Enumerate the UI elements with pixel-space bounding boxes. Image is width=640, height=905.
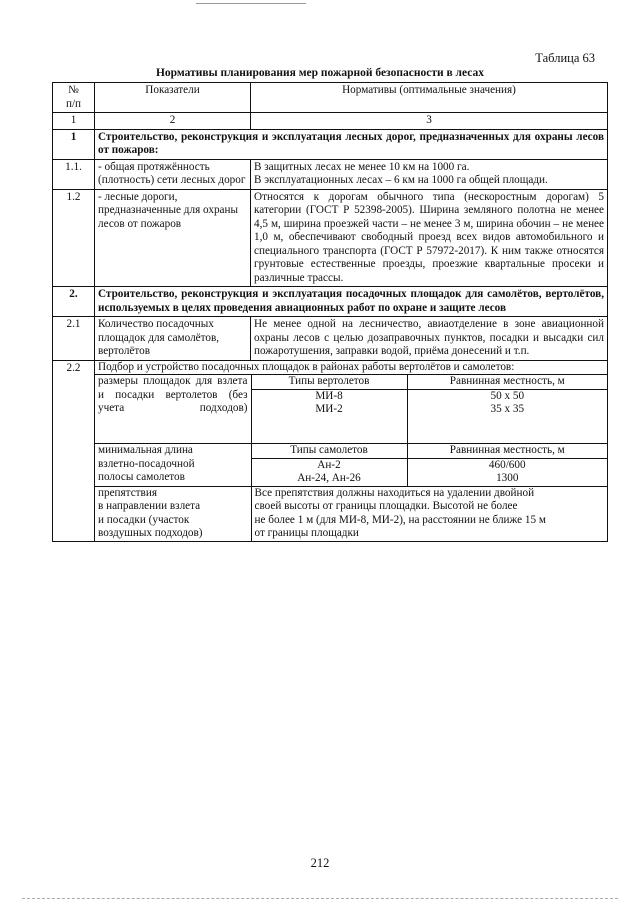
helicopter-type: МИ-8 — [251, 389, 407, 403]
obstacles-norm: Все препятствия должны находиться на удалении двойной своей высоты от границы площадки. Высотой не более не более 1 м (для МИ-8, МИ-2), на расстоянии не ближе 15 м от границы площадки — [251, 486, 607, 541]
row-2-2 — [53, 360, 608, 541]
row-1-1-number: 1.1. — [53, 159, 95, 189]
helicopter-area-header: Равнинная местность, м — [407, 375, 607, 390]
row-2-2-number: 2.2 — [53, 360, 95, 541]
plane-area-header: Равнинная местность, м — [407, 444, 607, 459]
helicopter-pads-indicator: размеры площадок для взлета и посадки вертолетов (без учета подходов) — [98, 375, 248, 414]
row-1-1 — [53, 159, 608, 189]
section-2-title: Строительство, реконструкция и эксплуатация посадочных площадок для самолётов, вертолётов, используемых в целях проведения авиационных работ по охране и защите лесов — [95, 287, 608, 317]
row-2-1-indicator: Количество посадочных площадок для самолётов, вертолётов — [95, 317, 251, 361]
column-number-row — [53, 113, 608, 130]
table-title: Нормативы планирования мер пожарной безопасности в лесах — [155, 67, 484, 79]
page-number: 212 — [310, 856, 330, 870]
helicopter-type: МИ-2 — [251, 403, 407, 444]
col-norms-header: Нормативы (оптимальные значения) — [251, 83, 608, 113]
runway-length-indicator: минимальная длина взлетно-посадочной полосы самолетов — [95, 444, 251, 487]
plane-type: Ан-24, Ан-26 — [251, 472, 407, 486]
section-1-number: 1 — [53, 129, 95, 159]
row-1-2-norm: Относятся к дорогам обычного типа (нескоростным дорогам) 5 категории (ГОСТ Р 52398-2005). Ширина земляного полотна не менее 4,5 м, ширина проезжей части – не менее 3 м, ширина обочин – не менее 1,0 м, обеспечивают свободный проезд всех видов автомобильного и специального транспорта (ГОСТ Р 57972-2017). К ним также относятся грунтовые естественные проезды, проезжие квартальные просеки и различные трассы. — [251, 189, 608, 287]
row-1-1-norm: В защитных лесах не менее 10 км на 1000 га. В эксплуатационных лесах – 6 км на 1000 га общей площади. — [251, 159, 608, 189]
norms-table — [52, 82, 608, 542]
helicopter-pad-size: 50 х 50 — [407, 389, 607, 403]
col-indicators-header: Показатели — [95, 83, 251, 113]
col-number-3: 3 — [251, 113, 608, 130]
plane-type: Ан-2 — [251, 458, 407, 472]
row-2-1 — [53, 317, 608, 361]
runway-length: 460/600 — [407, 458, 607, 472]
row-1-2 — [53, 189, 608, 287]
section-1-title: Строительство, реконструкция и эксплуатация лесных дорог, предназначенных для охраны лесов от пожаров: — [95, 129, 608, 159]
row-2-2-intro: Подбор и устройство посадочных площадок в районах работы вертолётов и самолетов: — [95, 361, 607, 375]
row-1-2-number: 1.2 — [53, 189, 95, 287]
helicopter-pad-size: 35 х 35 — [407, 403, 607, 444]
section-2-row — [53, 287, 608, 317]
row-1-1-indicator: - общая протяжённость (плотность) сети лесных дорог — [95, 159, 251, 189]
section-1-row — [53, 129, 608, 159]
bottom-rule — [22, 898, 618, 899]
col-no-header: № п/п — [53, 83, 95, 113]
runway-length: 1300 — [407, 472, 607, 486]
col-number-2: 2 — [95, 113, 251, 130]
top-rule — [196, 3, 306, 4]
table-number: Таблица 63 — [535, 51, 595, 65]
row-2-1-number: 2.1 — [53, 317, 95, 361]
landing-sites-subtable — [95, 361, 607, 541]
helicopter-types-header: Типы вертолетов — [251, 375, 407, 390]
row-2-1-norm: Не менее одной на лесничество, авиаотделение в зоне авиационной охраны лесов с целью дозаправочных пунктов, посадки и высадки сил пожаротушения, заправки водой, приёма донесений и т.п. — [251, 317, 608, 361]
section-2-number: 2. — [53, 287, 95, 317]
row-2-2-content — [95, 360, 608, 541]
col-number-1: 1 — [53, 113, 95, 130]
plane-types-header: Типы самолетов — [251, 444, 407, 459]
header-row — [53, 83, 608, 113]
obstacles-indicator: препятствия в направлении взлета и посадки (участок воздушных подходов) — [95, 486, 251, 541]
row-1-2-indicator: - лесные дороги, предназначенные для охраны лесов от пожаров — [95, 189, 251, 287]
